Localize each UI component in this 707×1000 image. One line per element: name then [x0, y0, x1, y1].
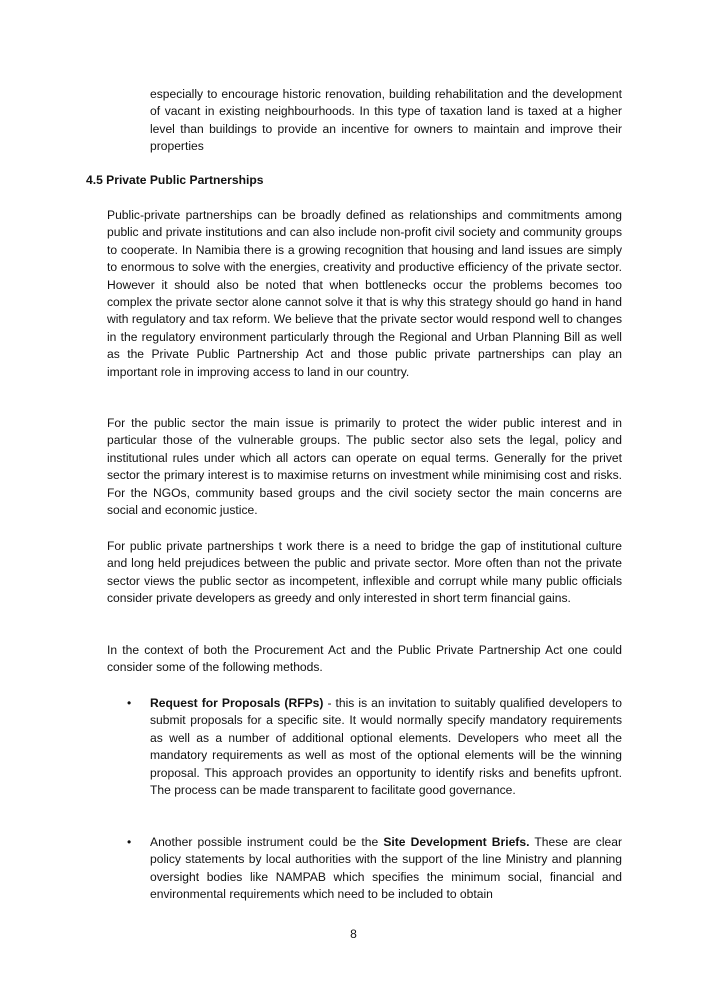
list-item-text: - this is an invitation to suitably qualified developers to submit proposals for a specific site. It would normally specify mandatory requirements as well as a number of additional optional elements. Developers who meet all the mandatory requirements as well as most of the optional elements will be the winning proposal. This approach provides an opportunity to identify risks and benefits upfront. The process can be made transparent to facilitate good governance.	[150, 696, 622, 798]
list-item-site-development-briefs	[127, 834, 623, 904]
methods-list-continued	[127, 834, 623, 904]
body-paragraph-1: Public-private partnerships can be broadly defined as relationships and commitments among public and private institutions and can also include non-profit civil society and community groups to cooperate. In Namibia there is a growing recognition that housing and land issues are simply to enormous to solve with the energies, creativity and productive efficiency of the private sector. However it should also be noted that when bottlenecks occur the problems becomes too complex the private sector alone cannot solve it that is why this strategy should go hand in hand with regulatory and tax reform. We believe that the private sector would respond well to changes in the regulatory environment particularly through the Regional and Urban Planning Bill as well as the Private Public Partnership Act and those public private partnerships can play an important role in improving access to land in our country.	[107, 208, 622, 379]
list-item-rfp	[127, 695, 622, 799]
bullet-marker: •	[127, 696, 132, 710]
body-paragraph-3: For public private partnerships t work there is a need to bridge the gap of institutional culture and long held prejudices between the public and private sector. More often than not the private sector views the public sector as incompetent, inflexible and corrupt while many public officials consider private developers as greedy and only interested in short term financial gains.	[107, 539, 622, 606]
list-item-text-after: These are clear policy statements by local authorities with the support of the line Ministry and planning oversight bodies like NAMPAB which specifies the minimum social, financial and environmental requirements which need to be included to obtain	[150, 835, 623, 902]
body-paragraph-2: For the public sector the main issue is primarily to protect the wider public interest and in particular those of the vulnerable groups. The public sector also sets the legal, policy and institutional rules under which all actors can operate on equal terms. Generally for the privet sector the primary interest is to maximise returns on investment while minimising cost and risks. For the NGOs, community based groups and the civil society sector the main concerns are social and economic justice.	[107, 416, 622, 518]
bullet-marker: •	[127, 835, 132, 849]
list-item-text-before: Another possible instrument could be the	[150, 835, 384, 849]
section-heading: 4.5 Private Public Partnerships	[86, 173, 264, 187]
list-item-bold-lead: Request for Proposals (RFPs)	[150, 696, 324, 710]
continuation-paragraph: especially to encourage historic renovation, building rehabilitation and the development of vacant in existing neighbourhoods. In this type of taxation land is taxed at a higher level than buildings to provide an incentive for owners to maintain and improve their properties	[150, 87, 622, 154]
body-paragraph-4: In the context of both the Procurement Act and the Public Private Partnership Act one could consider some of the following methods.	[107, 643, 622, 675]
list-item-bold-term: Site Development Briefs.	[383, 835, 530, 849]
methods-list	[127, 695, 622, 799]
page-number: 8	[350, 927, 357, 941]
